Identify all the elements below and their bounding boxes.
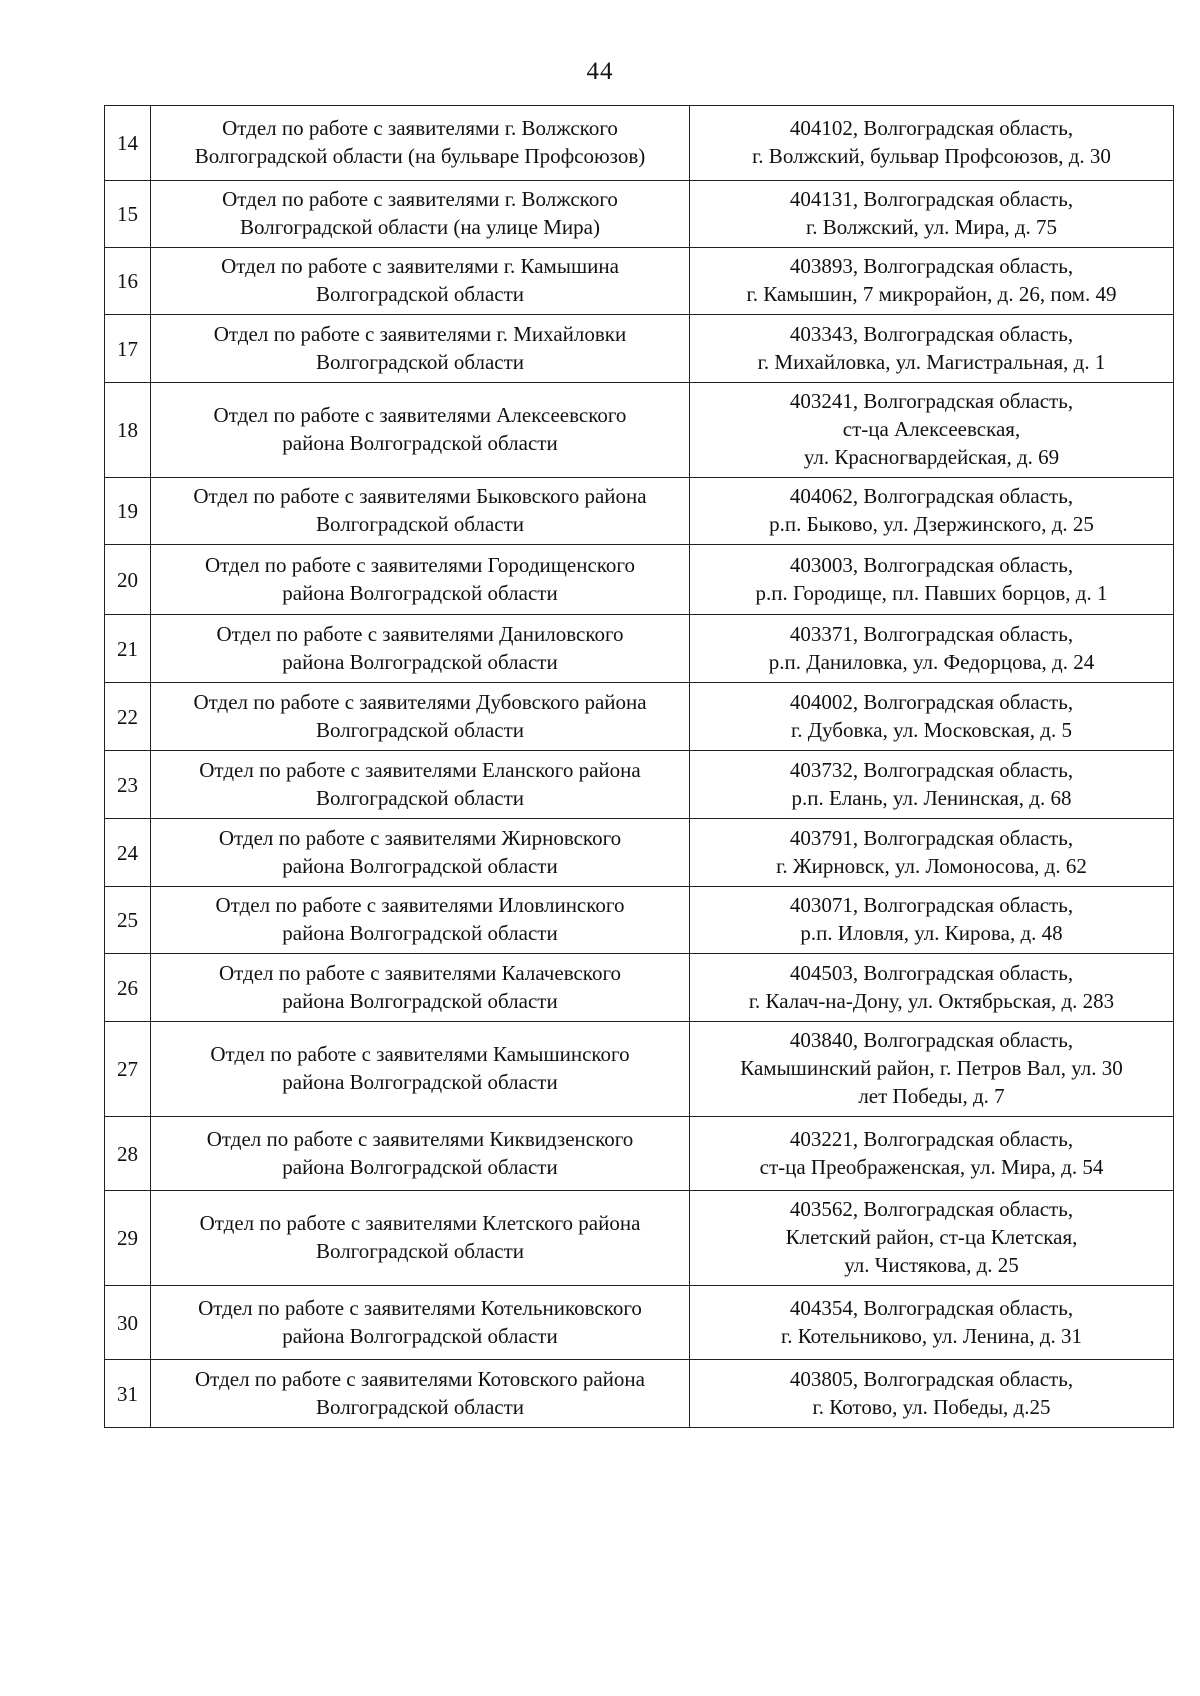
office-address-line: г. Котово, ул. Победы, д.25 bbox=[812, 1394, 1051, 1419]
office-name bbox=[151, 315, 690, 383]
row-number: 27 bbox=[105, 1022, 151, 1117]
offices-table-body bbox=[105, 106, 1174, 1428]
table-row bbox=[105, 315, 1174, 383]
office-address-line: 403893, Волгоградская область, bbox=[789, 254, 1074, 278]
table-row bbox=[105, 751, 1174, 819]
office-name-line: района Волгоградской области bbox=[282, 988, 558, 1013]
office-address-line: 403003, Волгоградская область, bbox=[789, 552, 1074, 577]
office-address-line: 403071, Волгоградская область, bbox=[789, 893, 1074, 917]
office-address-line: р.п. Городище, пл. Павших борцов, д. 1 bbox=[755, 580, 1108, 605]
office-address-line: г. Дубовка, ул. Московская, д. 5 bbox=[791, 717, 1072, 742]
office-address bbox=[690, 478, 1174, 545]
office-address-line: 404062, Волгоградская область, bbox=[789, 484, 1074, 508]
office-name-line: Волгоградской области bbox=[315, 785, 525, 810]
offices-table bbox=[104, 105, 1174, 1428]
office-name bbox=[151, 181, 690, 248]
office-name bbox=[151, 478, 690, 545]
office-name-line: Волгоградской области bbox=[315, 282, 525, 306]
row-number: 21 bbox=[105, 615, 151, 683]
office-address-line: 404002, Волгоградская область, bbox=[789, 689, 1074, 714]
table-row bbox=[105, 545, 1174, 615]
office-address bbox=[690, 683, 1174, 751]
office-name bbox=[151, 751, 690, 819]
row-number: 17 bbox=[105, 315, 151, 383]
office-name-line: Отдел по работе с заявителями г. Волжского bbox=[222, 187, 618, 211]
office-name bbox=[151, 1117, 690, 1191]
office-address-line: 403241, Волгоградская область, bbox=[789, 389, 1074, 413]
office-address-line: 404503, Волгоградская область, bbox=[789, 960, 1074, 985]
office-name-line: Отдел по работе с заявителями Быковского района bbox=[193, 484, 647, 508]
office-name-line: Отдел по работе с заявителями г. Михайловки bbox=[213, 321, 627, 346]
office-address-line: 403221, Волгоградская область, bbox=[789, 1126, 1074, 1151]
table-row bbox=[105, 887, 1174, 954]
office-address bbox=[690, 1360, 1174, 1428]
office-address bbox=[690, 615, 1174, 683]
row-number: 15 bbox=[105, 181, 151, 248]
table-row bbox=[105, 181, 1174, 248]
office-address-line: г. Камышин, 7 микрорайон, д. 26, пом. 49 bbox=[746, 282, 1117, 306]
office-address-line: 403343, Волгоградская область, bbox=[789, 321, 1074, 346]
office-name-line: Отдел по работе с заявителями Еланского района bbox=[199, 757, 641, 782]
row-number: 24 bbox=[105, 819, 151, 887]
table-row bbox=[105, 1360, 1174, 1428]
office-address-line: ст-ца Алексеевская, bbox=[842, 417, 1021, 441]
office-address-line: Камышинский район, г. Петров Вал, ул. 30 bbox=[740, 1056, 1123, 1080]
office-name-line: района Волгоградской области bbox=[282, 431, 558, 455]
office-address-line: г. Волжский, бульвар Профсоюзов, д. 30 bbox=[752, 144, 1111, 168]
office-address bbox=[690, 248, 1174, 315]
office-address-line: ст-ца Преображенская, ул. Мира, д. 54 bbox=[759, 1154, 1104, 1179]
office-address-line: г. Котельниково, ул. Ленина, д. 31 bbox=[780, 1323, 1083, 1348]
office-name bbox=[151, 683, 690, 751]
table-row bbox=[105, 819, 1174, 887]
row-number: 26 bbox=[105, 954, 151, 1022]
office-address-line: г. Жирновск, ул. Ломоносова, д. 62 bbox=[776, 853, 1087, 878]
office-address bbox=[690, 181, 1174, 248]
office-name bbox=[151, 1022, 690, 1117]
office-address-line: 403805, Волгоградская область, bbox=[789, 1366, 1074, 1391]
office-name bbox=[151, 819, 690, 887]
office-name bbox=[151, 1360, 690, 1428]
office-address-line: Клетский район, ст-ца Клетская, bbox=[785, 1225, 1078, 1249]
office-name-line: Отдел по работе с заявителями Котельниковского bbox=[198, 1295, 642, 1320]
office-name-line: Отдел по работе с заявителями Алексеевского bbox=[213, 403, 627, 427]
office-address-line: 403371, Волгоградская область, bbox=[789, 621, 1074, 646]
row-number: 22 bbox=[105, 683, 151, 751]
office-name-line: Отдел по работе с заявителями Иловлинского bbox=[215, 893, 625, 917]
office-address bbox=[690, 545, 1174, 615]
office-name-line: района Волгоградской области bbox=[282, 921, 558, 945]
office-name-line: Отдел по работе с заявителями Клетского района bbox=[199, 1211, 641, 1235]
office-name-line: Отдел по работе с заявителями Дубовского района bbox=[193, 689, 647, 714]
office-name bbox=[151, 954, 690, 1022]
office-address bbox=[690, 1022, 1174, 1117]
table-row bbox=[105, 954, 1174, 1022]
office-name-line: района Волгоградской области bbox=[282, 580, 558, 605]
office-address bbox=[690, 954, 1174, 1022]
office-address bbox=[690, 383, 1174, 478]
office-name-line: района Волгоградской области bbox=[282, 1323, 558, 1348]
row-number: 18 bbox=[105, 383, 151, 478]
table-row bbox=[105, 683, 1174, 751]
row-number: 28 bbox=[105, 1117, 151, 1191]
row-number: 14 bbox=[105, 106, 151, 181]
row-number: 20 bbox=[105, 545, 151, 615]
office-address bbox=[690, 819, 1174, 887]
table-row bbox=[105, 106, 1174, 181]
office-name-line: Отдел по работе с заявителями Калачевского bbox=[218, 960, 622, 985]
office-name-line: Отдел по работе с заявителями Городищенского bbox=[204, 552, 636, 577]
office-address-line: ул. Красногвардейская, д. 69 bbox=[803, 445, 1060, 469]
office-address-line: 403840, Волгоградская область, bbox=[789, 1028, 1074, 1052]
office-address-line: 403562, Волгоградская область, bbox=[789, 1197, 1074, 1221]
table-row bbox=[105, 478, 1174, 545]
page-number: 44 bbox=[586, 58, 614, 85]
office-address-line: 404354, Волгоградская область, bbox=[789, 1295, 1074, 1320]
office-name bbox=[151, 545, 690, 615]
office-name-line: района Волгоградской области bbox=[282, 649, 558, 674]
office-name bbox=[151, 248, 690, 315]
office-name-line: Отдел по работе с заявителями Даниловского bbox=[216, 621, 624, 646]
row-number: 25 bbox=[105, 887, 151, 954]
table-row bbox=[105, 1117, 1174, 1191]
office-address bbox=[690, 887, 1174, 954]
office-address-line: г. Волжский, ул. Мира, д. 75 bbox=[805, 215, 1058, 239]
table-row bbox=[105, 248, 1174, 315]
row-number: 30 bbox=[105, 1286, 151, 1360]
office-name bbox=[151, 1191, 690, 1286]
office-name-line: Волгоградской области bbox=[315, 349, 525, 374]
office-name-line: Отдел по работе с заявителями Котовского района bbox=[195, 1366, 645, 1391]
office-name-line: Волгоградской области bbox=[315, 1239, 525, 1263]
office-address bbox=[690, 315, 1174, 383]
office-address-line: р.п. Иловля, ул. Кирова, д. 48 bbox=[800, 921, 1063, 945]
office-address bbox=[690, 751, 1174, 819]
office-name bbox=[151, 106, 690, 181]
office-address-line: 404102, Волгоградская область, bbox=[789, 116, 1074, 140]
office-address bbox=[690, 1191, 1174, 1286]
table-row bbox=[105, 615, 1174, 683]
office-name bbox=[151, 887, 690, 954]
office-name-line: Отдел по работе с заявителями г. Волжского bbox=[222, 116, 618, 140]
office-address-line: р.п. Даниловка, ул. Федорцова, д. 24 bbox=[768, 649, 1095, 674]
table-row bbox=[105, 1022, 1174, 1117]
office-address-line: ул. Чистякова, д. 25 bbox=[844, 1253, 1019, 1277]
row-number: 31 bbox=[105, 1360, 151, 1428]
table-row bbox=[105, 1191, 1174, 1286]
row-number: 19 bbox=[105, 478, 151, 545]
office-name-line: Отдел по работе с заявителями Жирновского bbox=[218, 825, 622, 850]
office-address-line: 403732, Волгоградская область, bbox=[789, 757, 1074, 782]
office-address-line: 403791, Волгоградская область, bbox=[789, 825, 1074, 850]
office-address bbox=[690, 1117, 1174, 1191]
office-name-line: Волгоградской области bbox=[315, 717, 525, 742]
office-name-line: Отдел по работе с заявителями г. Камышина bbox=[221, 254, 619, 278]
table-row bbox=[105, 1286, 1174, 1360]
office-address-line: р.п. Быково, ул. Дзержинского, д. 25 bbox=[769, 512, 1094, 536]
office-name-line: района Волгоградской области bbox=[282, 1070, 558, 1094]
office-address-line: лет Победы, д. 7 bbox=[858, 1084, 1005, 1108]
office-name-line: района Волгоградской области bbox=[282, 1154, 558, 1179]
office-address-line: р.п. Елань, ул. Ленинская, д. 68 bbox=[791, 785, 1072, 810]
table-row bbox=[105, 383, 1174, 478]
office-name-line: Волгоградской области bbox=[315, 512, 525, 536]
office-address bbox=[690, 106, 1174, 181]
office-address-line: г. Михайловка, ул. Магистральная, д. 1 bbox=[757, 349, 1106, 374]
row-number: 23 bbox=[105, 751, 151, 819]
office-name-line: Волгоградской области (на бульваре Профсоюзов) bbox=[194, 144, 646, 168]
office-name-line: района Волгоградской области bbox=[282, 853, 558, 878]
office-name-line: Волгоградской области bbox=[315, 1394, 525, 1419]
office-name-line: Отдел по работе с заявителями Киквидзенского bbox=[206, 1126, 634, 1151]
office-name-line: Волгоградской области (на улице Мира) bbox=[240, 215, 600, 239]
office-name bbox=[151, 383, 690, 478]
row-number: 16 bbox=[105, 248, 151, 315]
office-name bbox=[151, 615, 690, 683]
row-number: 29 bbox=[105, 1191, 151, 1286]
office-name bbox=[151, 1286, 690, 1360]
office-address-line: 404131, Волгоградская область, bbox=[789, 187, 1074, 211]
office-name-line: Отдел по работе с заявителями Камышинского bbox=[210, 1042, 630, 1066]
office-address bbox=[690, 1286, 1174, 1360]
office-address-line: г. Калач-на-Дону, ул. Октябрьская, д. 283 bbox=[748, 988, 1115, 1013]
